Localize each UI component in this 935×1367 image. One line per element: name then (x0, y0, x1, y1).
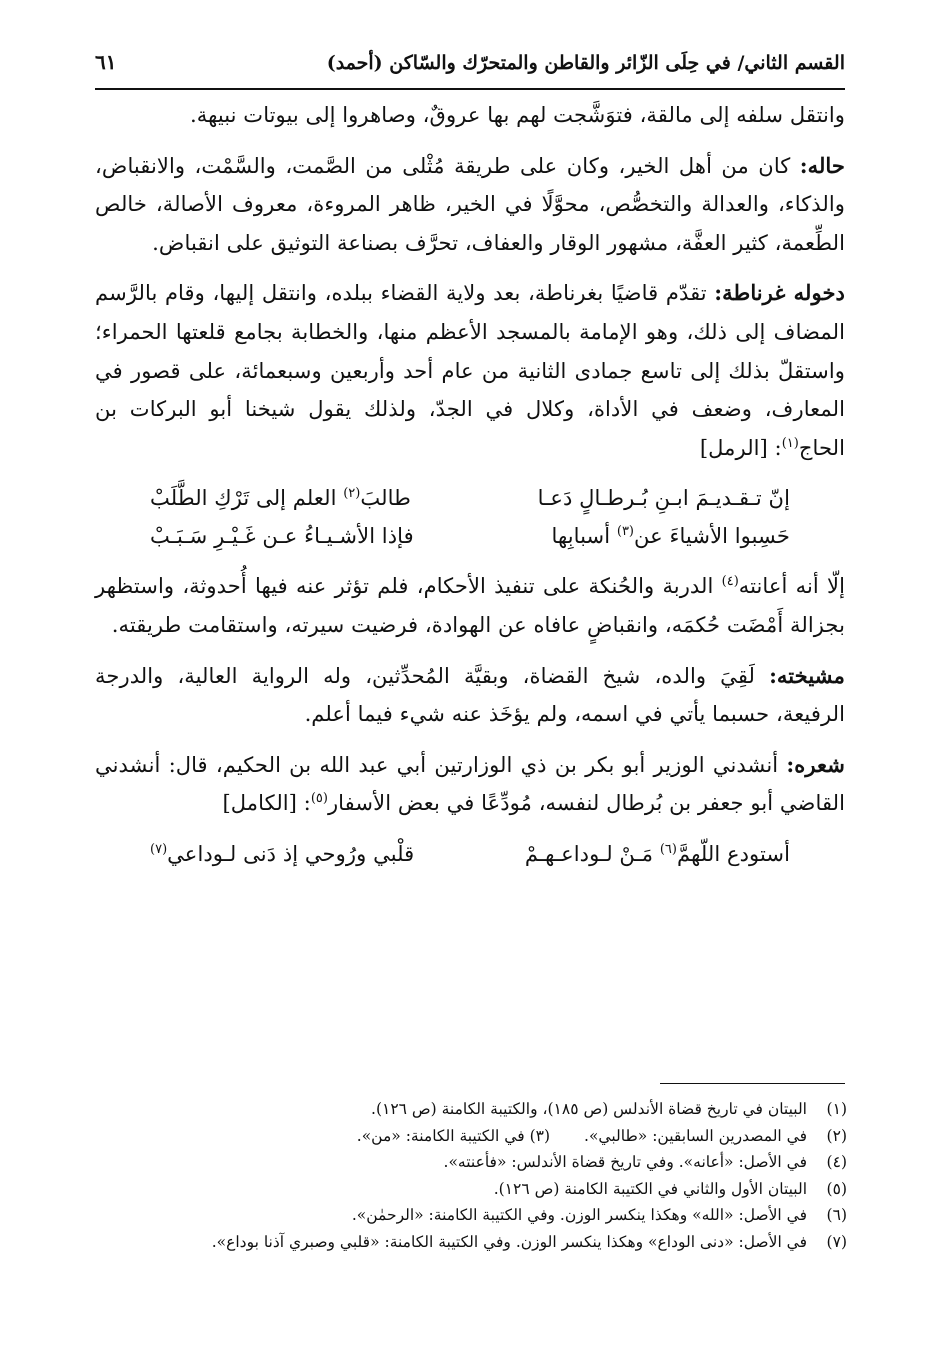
verse-text: مَـنْ لـوداعـهـمْ (524, 840, 660, 866)
verse-text: قلْبي ورُوحي إذ دَنى لـوداعي (167, 840, 415, 866)
footnote-ref: (٤) (721, 574, 739, 590)
hemistich-right (525, 835, 790, 873)
footnote-text: البيتان الأول والثاني في الكتيبة الكامنة (ص ١٢٦). (493, 1179, 807, 1198)
header-rule (95, 88, 845, 90)
footnote-item (87, 1123, 847, 1150)
footnote-text-pair (87, 1123, 807, 1150)
verse-text: طالبَ (360, 485, 411, 511)
footnote-item (87, 1229, 847, 1256)
footnote-text: في الأصل: «الله» وهكذا ينكسر الوزن. وفي الكتيبة الكامنة: «الرحمٰن». (351, 1206, 807, 1224)
footnote-text: في الأصل: «أعانه». وفي تاريخ قضاة الأندلس: «فأعنته». (443, 1153, 807, 1171)
meter-label: : [الكامل] (222, 790, 311, 816)
section-label-poetry: شعره: (786, 751, 845, 777)
paragraph-text: إلّا أنه أعانته (738, 573, 846, 599)
footnote-text: في الأصل: «دنى الوداع» وهكذا ينكسر الوزن. وفي الكتيبة الكامنة: «قلبي وصبري آذنا بوداع». (211, 1232, 807, 1251)
footnote-number: (١) (826, 1100, 847, 1118)
header-title: القسم الثاني/ في حِلَى الزّائر والقاطن والمتحرّك والسّاكن (أحمد) (326, 52, 845, 74)
paragraph-poetry (95, 746, 845, 823)
section-label-condition: حاله: (799, 152, 845, 178)
footnote-item (87, 1149, 847, 1176)
section-label-teachers: مشيخته: (769, 662, 845, 688)
footnote-ref: (٥) (310, 791, 328, 807)
footnote-number: (٦) (826, 1206, 847, 1224)
verse-text: أستودع اللّهمَّ (676, 840, 790, 866)
footnote-separator (660, 1083, 845, 1084)
hemistich-left (150, 479, 411, 517)
paragraph-text: كان من أهل الخير، وكان على طريقة مُثْلى من الصَّمت، والسَّمْت، والانقباض، والذكاء، والعدالة والتخصُّص، محوَّلًا في الخير، ظاهر المروءة، معروف الأصالة، خالص الطِّعمة، كثير العفَّة، مشهور الوقار والعفاف، تحرَّف بصناعة التوثيق على انقباض. (95, 152, 845, 255)
footnote-number: (٤) (826, 1153, 847, 1171)
footnote-item (87, 1202, 847, 1229)
footnote-text: في الكتيبة الكامنة: «من». (356, 1126, 525, 1145)
footnote-number: (٢) (826, 1126, 847, 1145)
verse-line-2 (150, 517, 790, 555)
footnote-text: البيتان في تاريخ قضاة الأندلس (ص ١٨٥)، والكتيبة الكامنة (ص ١٢٦). (371, 1100, 807, 1118)
footnotes (87, 1096, 847, 1255)
section-label-granada: دخوله غرناطة: (714, 280, 845, 306)
hemistich-left (150, 835, 414, 873)
footnote-text: في المصدرين السابقين: «طالبي». (584, 1126, 807, 1145)
verse-text: العلم إلى تَرْكِ الطَّلَبْ (150, 485, 344, 511)
paragraph-teachers (95, 657, 845, 734)
hemistich-right (552, 517, 790, 555)
verse-line-3 (150, 835, 790, 873)
paragraph-ancestry (95, 96, 845, 135)
verse-text: حَسِبوا الأشياءَ عن (634, 523, 790, 549)
page-number: ٦١ (95, 50, 117, 74)
footnote-ref: (٣) (616, 524, 634, 540)
book-page (95, 50, 845, 873)
footnote-ref: (١) (781, 435, 799, 451)
running-header (95, 50, 845, 74)
verse-text: أسبابِها (551, 523, 617, 549)
footnote-ref: (٢) (343, 486, 361, 502)
paragraph-text: أنشدني الوزير أبو بكر بن ذي الوزارتين أبي عبد الله بن الحكيم، قال: أنشدني القاضي أبو جعفر بن بُرطال لنفسه، مُودِّعًا في بعض الأسفار (95, 751, 845, 816)
footnote-number: (٣) (529, 1126, 551, 1145)
footnote-ref: (٦) (659, 841, 677, 857)
paragraph-text: لَقِيَ والده، شيخ القضاة، وبقيَّة المُحدِّثين، وله الرواية العالية، والدرجة الرفيعة، حسبما يأتي في اسمه، ولم يؤخَذ عنه شيء فيما أعلم. (95, 662, 845, 727)
footnote-ref: (٧) (150, 841, 168, 857)
paragraph-text: وانتقل سلفه إلى مالقة، فتوَشَّجت لهم بها عروقٌ، وصاهروا إلى بيوتات نبيهة. (189, 102, 845, 127)
footnote-number: (٧) (826, 1232, 847, 1251)
hemistich-left: فإذا الأشـيـاءُ عـن غَـيْـرِ سَـبَـبْ (150, 523, 414, 549)
paragraph-text: تقدّم قاضيًا بغرناطة، بعد ولاية القضاء ببلده، وانتقل إليها، وقام بالرَّسم المضاف إلى ذلك، وهو الإمامة بالمسجد الأعظم منها، والخطابة بجامع قلعتها الحمراء؛ واستقلّ بذلك إلى تاسع جمادى الثانية من عام أحد وأربعين وسبعمائة، على قصور في المعارف، وضعف في الأداة، وكلال في الجدّ، ولذلك يقول شيخنا أبو البركات بن الحاج (95, 280, 845, 460)
hemistich-right: إنّ تـقـديـمَ ابـنِ بُـرطـالٍ دَعـا (537, 485, 790, 511)
footnote-item (87, 1096, 847, 1123)
paragraph-assistance (95, 567, 845, 644)
paragraph-granada (95, 274, 845, 467)
paragraph-text: الدربة والحُنكة على تنفيذ الأحكام، فلم تؤثر عنه فيها أُحدوثة، واستظهر بجزالة أَمْضَت حُكمَه، وانقباضٍ عافاه عن الهوادة، فرضيت سيرته، واستقامت طريقته. (95, 573, 845, 637)
meter-label: : [الرمل] (699, 434, 782, 460)
verse-line-1 (150, 479, 790, 517)
footnote-number: (٥) (826, 1179, 847, 1198)
footnote-item (87, 1176, 847, 1203)
paragraph-condition (95, 147, 845, 263)
